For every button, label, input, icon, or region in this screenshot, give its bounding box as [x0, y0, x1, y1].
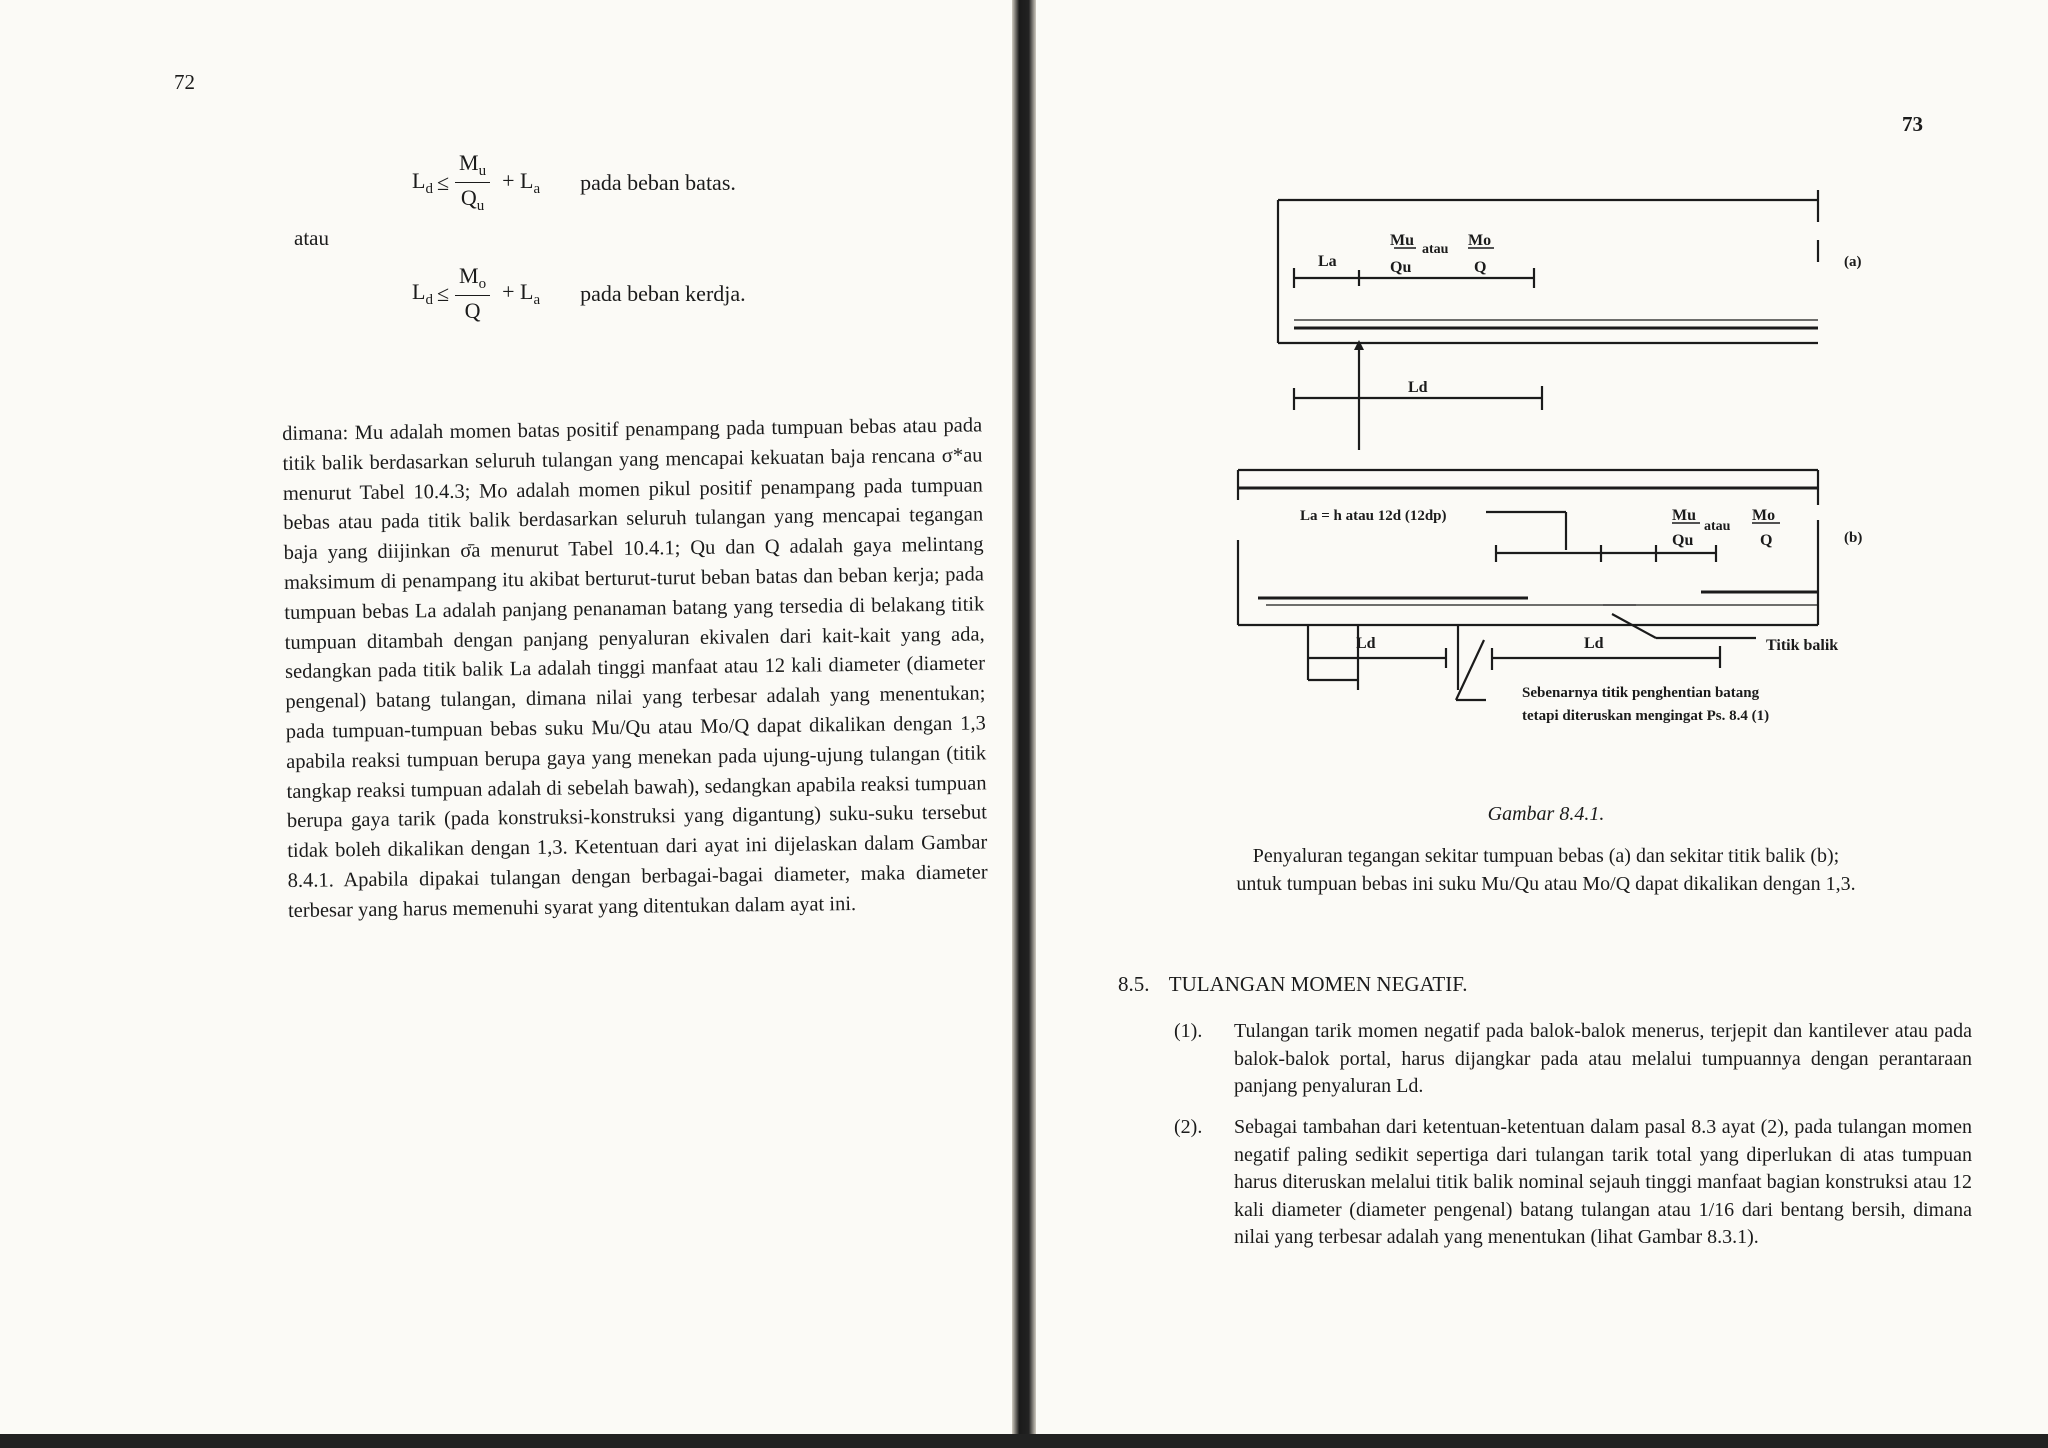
label-b-mu: Mu: [1672, 507, 1696, 524]
label-a-ld: Ld: [1408, 379, 1428, 396]
list-item-1-marker: (1).: [1174, 1020, 1203, 1042]
label-a-qu: Qu: [1390, 259, 1412, 276]
label-b-ld-left: Ld: [1356, 635, 1376, 652]
formula1-fraction: $\frac{M_u}{Q_u}$: [455, 150, 490, 215]
formula1-lhs: $L_d$: [412, 167, 433, 197]
label-b-atau: atau: [1704, 519, 1731, 534]
paragraph-text: dimana: Mu adalah momen batas positif penampang pada tumpuan bebas atau pada titik balik berdasarkan seluruh tulangan yang mencapai kekuatan baja rencana σ*au menurut Tabel 10.4.3; Mo adalah momen pikul positif penampang pada tumpuan bebas atau pada titik balik berdasarkan seluruh tulangan yang mencapai tegangan baja yang diijinkan σ̄a menurut Tabel 10.4.1; Qu dan Q adalah gaya melintang maksimum di penampang itu akibat berturut-turut beban batas dan beban kerja; pada tumpuan bebas La adalah panjang penanaman batang yang tersedia di belakang titik tumpuan ditambah dengan panjang penyaluran ekivalen dari kait-kait yang ada, sedangkan pada titik balik La adalah tinggi manfaat atau 12 kali diameter (diameter pengenal) batang tulangan, dimana nilai yang terbesar adalah yang menentukan; pada tumpuan-tumpuan bebas suku Mu/Qu atau Mo/Q dapat dikalikan dengan 1,3 apabila reaksi tumpuan berupa gaya yang menekan pada ujung-ujung tulangan (titik tangkap reaksi tumpuan adalah di sebelah bawah), sedangkan apabila reaksi tumpuan berupa gaya tarik (pada konstruksi-konstruksi yang digantung) suku-suku tersebut tidak boleh dikalikan dengan 1,3. Ketentuan dari ayat ini dijelaskan dalam Gambar 8.4.1. Apabila dipakai tulangan dengan berbagai-bagai diameter, maka diameter terbesar yang harus memenuhi syarat yang ditentukan dalam ayat ini.: [282, 414, 988, 922]
label-b-la: La = h atau 12d (12dp): [1300, 508, 1447, 524]
label-b-qu: Qu: [1672, 532, 1694, 549]
label-a-la: La: [1318, 253, 1337, 270]
caption-title: Gambar 8.4.1.: [1487, 803, 1605, 825]
book-bottom-edge: [0, 1434, 2048, 1448]
support-a-arrowhead: [1354, 340, 1364, 350]
list-item-2-marker: (2).: [1174, 1116, 1203, 1138]
definitions-paragraph: [282, 411, 988, 926]
label-a-atau: atau: [1422, 242, 1449, 257]
label-a-mo: Mo: [1468, 232, 1492, 249]
formula1-relation: ≤: [436, 169, 450, 195]
list-item-1: [1174, 1018, 1972, 1101]
formula2-lhs: $L_d$: [412, 278, 433, 308]
caption-text: Penyaluran tegangan sekitar tumpuan bebas (a) dan sekitar titik balik (b); untuk tumpuan bebas ini suku Mu/Qu atau Mo/Q dapat dikalikan dengan 1,3.: [1236, 845, 1856, 895]
formula-working-load: [412, 263, 746, 324]
list-item-1-text: Tulangan tarik momen negatif pada balok-balok menerus, terjepit dan kantilever atau pada balok-balok portal, harus dijangkar pada atau melalui tumpuannya dengan perantaraan panjang penyaluran Ld.: [1234, 1020, 1972, 1097]
formula2-plus-term: + $L_a$: [502, 278, 541, 308]
section-number: 8.5.: [1118, 972, 1150, 996]
list-item-2: [1174, 1114, 1972, 1252]
label-b-ld-right: Ld: [1584, 635, 1604, 652]
formula2-relation: ≤: [436, 280, 450, 306]
page-number-right: 73: [1902, 112, 1923, 136]
label-b-mo: Mo: [1752, 507, 1776, 524]
note-line-1: Sebenarnya titik penghentian batang: [1522, 685, 1760, 701]
left-page: [0, 0, 1012, 1448]
formula1-plus-term: + $L_a$: [502, 167, 541, 197]
label-a-q: Q: [1474, 259, 1487, 276]
note-line-2: tetapi diteruskan mengingat Ps. 8.4 (1): [1522, 708, 1770, 724]
label-titik-balik: Titik balik: [1766, 637, 1839, 654]
label-b-q: Q: [1760, 532, 1773, 549]
list-item-2-text: Sebagai tambahan dari ketentuan-ketentuan dalam pasal 8.3 ayat (2), pada tulangan momen negatif paling sedikit sepertiga dari tulangan tarik total yang diperlukan di atas tumpuan harus diteruskan melalui titik balik nominal sejauh tinggi manfaat bagian konstruksi atau 12 kali diameter (diameter pengenal) batang tulangan atau 1/16 dari bentang bersih, dimana nilai yang terbesar adalah yang menentukan (lihat Gambar 8.3.1).: [1234, 1116, 1972, 1248]
label-diagram-a: (a): [1844, 254, 1862, 270]
formula-ultimate-load: [412, 150, 736, 215]
connector-atau: atau: [294, 226, 329, 250]
right-page: [1036, 0, 2048, 1448]
section-heading: [1118, 972, 1467, 997]
note-pointer: [1456, 640, 1484, 700]
label-diagram-b: (b): [1844, 530, 1863, 546]
section-title: TULANGAN MOMEN NEGATIF.: [1168, 972, 1468, 996]
formula2-note: pada beban kerdja.: [580, 280, 746, 306]
label-a-mu: Mu: [1390, 232, 1414, 249]
page-number-left: 72: [174, 70, 195, 94]
formula2-fraction: $\frac{M_o}{Q}$: [455, 263, 490, 324]
formula1-note: pada beban batas.: [580, 169, 736, 195]
book-spine: [1012, 0, 1036, 1448]
figure-caption: [1236, 800, 1856, 898]
figure-8-4-1: [1036, 0, 2048, 800]
